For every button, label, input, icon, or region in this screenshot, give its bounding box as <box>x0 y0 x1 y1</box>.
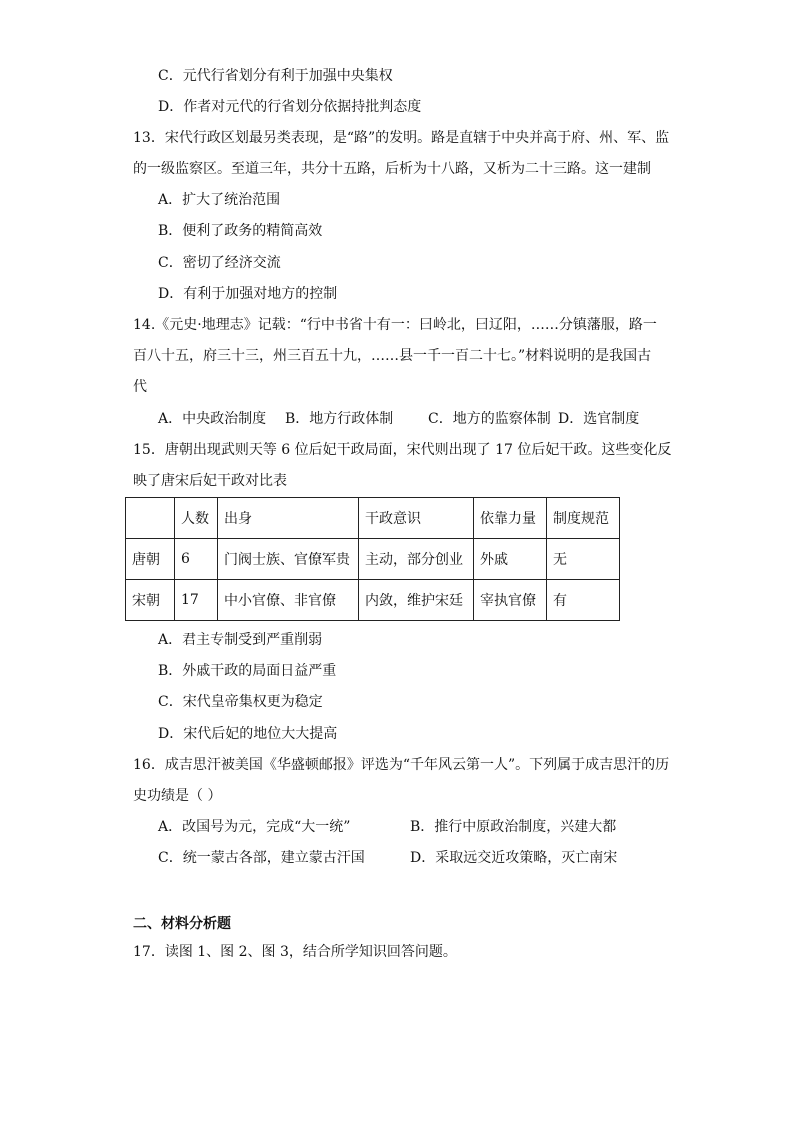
q14-option-a: A．中央政治制度 <box>158 411 267 427</box>
q13-option-d: D．有利于加强对地方的控制 <box>158 286 338 302</box>
q13-stem-line-2: 的一级监察区。至道三年，共分十五路，后析为十八路，又析为二十三路。这一建制 <box>133 161 651 177</box>
table-cell: 门阀士族、官僚军贵 <box>218 539 359 580</box>
q15-option-d: D．宋代后妃的地位大大提高 <box>158 726 338 742</box>
q14-stem-line-2: 百八十五，府三十三，州三百五十九，……县一千一百二十七。”材料说明的是我国古 <box>133 348 652 364</box>
q13-option-a: A．扩大了统治范围 <box>158 192 281 208</box>
q16-option-a: A．改国号为元，完成“大一统” <box>158 819 351 835</box>
q15-option-c: C．宋代皇帝集权更为稳定 <box>158 694 323 710</box>
q13-option-c: C．密切了经济交流 <box>158 255 281 271</box>
table-cell: 外戚 <box>474 539 547 580</box>
table-row <box>126 580 620 621</box>
q16-option-d: D．采取远交近攻策略，灭亡南宋 <box>410 850 618 866</box>
table-header-cell: 干政意识 <box>359 498 474 539</box>
q16-option-c: C．统一蒙古各部，建立蒙古汗国 <box>158 850 365 866</box>
table-row <box>126 539 620 580</box>
table-cell: 6 <box>175 539 218 580</box>
q14-option-c: C．地方的监察体制 <box>428 411 551 427</box>
q13-stem-line-1: 13．宋代行政区划最另类表现，是“路”的发明。路是直辖于中央并高于府、州、军、监 <box>133 130 670 146</box>
table-cell: 主动，部分创业 <box>359 539 474 580</box>
q15-option-a: A．君主专制受到严重削弱 <box>158 632 323 648</box>
q15-comparison-table <box>125 497 620 621</box>
q17-stem-line-1: 17．读图 1、图 2、图 3，结合所学知识回答问题。 <box>133 944 457 960</box>
q12-option-c: C．元代行省划分有利于加强中央集权 <box>158 68 393 84</box>
q15-stem-line-2: 映了唐宋后妃干政对比表 <box>133 473 287 489</box>
q13-option-b: B．便利了政务的精简高效 <box>158 223 323 239</box>
table-cell: 唐朝 <box>126 539 175 580</box>
q16-stem-line-1: 16．成吉思汗被美国《华盛顿邮报》评选为“千年风云第一人”。下列属于成吉思汗的历 <box>133 757 670 773</box>
q15-option-b: B．外戚干政的局面日益严重 <box>158 663 337 679</box>
table-header-cell: 出身 <box>218 498 359 539</box>
q16-stem-line-2: 史功绩是（ ） <box>133 788 222 804</box>
table-cell: 无 <box>547 539 620 580</box>
q16-option-b: B．推行中原政治制度，兴建大都 <box>410 819 617 835</box>
q14-options-row <box>158 409 639 429</box>
section-title: 二、材料分析题 <box>133 916 231 932</box>
table-cell: 内敛，维护宋廷 <box>359 580 474 621</box>
table-header-cell <box>126 498 175 539</box>
q15-stem-line-1: 15．唐朝出现武则天等 6 位后妃干政局面，宋代则出现了 17 位后妃干政。这些变化反 <box>133 442 672 458</box>
table-cell: 宋朝 <box>126 580 175 621</box>
table-cell: 17 <box>175 580 218 621</box>
table-cell: 宰执官僚 <box>474 580 547 621</box>
table-cell: 有 <box>547 580 620 621</box>
table-header-cell: 依靠力量 <box>474 498 547 539</box>
q14-option-d: D．选官制度 <box>558 411 640 427</box>
table-header-cell: 制度规范 <box>547 498 620 539</box>
table-header-cell: 人数 <box>175 498 218 539</box>
q14-stem-line-3: 代 <box>133 379 147 395</box>
q14-stem-line-1: 14.《元史·地理志》记载：“行中书省十有一：曰岭北，曰辽阳，……分镇藩服，路一 <box>133 317 657 333</box>
q14-option-b: B．地方行政体制 <box>285 411 394 427</box>
table-header-row <box>126 498 620 539</box>
q12-option-d: D．作者对元代的行省划分依据持批判态度 <box>158 99 422 115</box>
table-cell: 中小官僚、非官僚 <box>218 580 359 621</box>
